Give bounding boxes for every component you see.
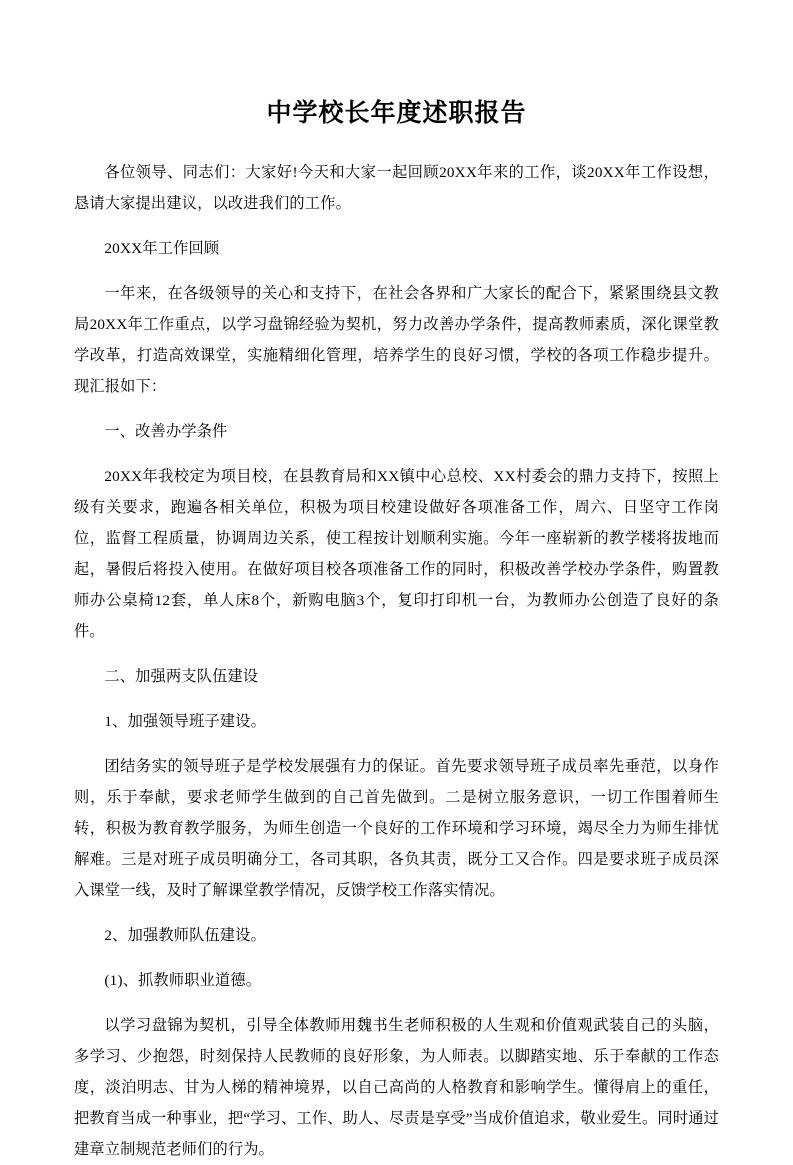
paragraph-5: 20XX年我校定为项目校，在县教育局和XX镇中心总校、XX村委会的鼎力支持下，按照上级有关要求，跑遍各相关单位，积极为项目校建设做好各项准备工作，周六、日坚守工作岗位，监督工程质量，协调周边关系，使工程按计划顺利实施。今年一座崭新的教学楼将拔地而起，暑假后将投入使用。在做好项目校各项准备工作的同时，积极改善学校办学条件，购置教师办公桌椅12套，单人床8个，新购电脑3个，复印打印机一台，为教师办公创造了良好的条件。 [74,468,719,640]
paragraph-1: 各位领导、同志们：大家好!今天和大家一起回顾20XX年来的工作，谈20XX年工作设想，恳请大家提出建议，以改进我们的工作。 [74,164,719,212]
paragraph-3: 一年来，在各级领导的关心和支持下，在社会各界和广大家长的配合下，紧紧围绕县文教局20XX年工作重点，以学习盘锦经验为契机，努力改善办学条件，提高教师素质，深化课堂教学改革，打造高效课堂，实施精细化管理，培养学生的良好习惯，学校的各项工作稳步提升。现汇报如下： [74,285,719,395]
paragraph-9-subheading: 2、加强教师队伍建设。 [104,927,267,944]
page-title: 中学校长年度述职报告 [266,100,527,127]
paragraph-2: 20XX年工作回顾 [104,240,220,257]
paragraph-6-section-heading: 二、加强两支队伍建设 [104,668,259,685]
paragraph-7-subheading: 1、加强领导班子建设。 [104,713,267,730]
paragraph-8: 团结务实的领导班子是学校发展强有力的保证。首先要求领导班子成员率先垂范，以身作则，乐于奉献，要求老师学生做到的自己首先做到。二是树立服务意识，一切工作围着师生转，积极为教育教学服务，为师生创造一个良好的工作环境和学习环境，竭尽全力为师生排忧解难。三是对班子成员明确分工，各司其职，各负其责，既分工又合作。四是要求班子成员深入课堂一线，及时了解课堂教学情况，反馈学校工作落实情况。 [74,758,719,899]
paragraph-11: 以学习盘锦为契机，引导全体教师用魏书生老师积极的人生观和价值观武装自己的头脑，多学习、少抱怨，时刻保持人民教师的良好形象，为人师表。以脚踏实地、乐于奉献的工作态度，淡泊明志、甘为人梯的精神境界，以自己高尚的人格教育和影响学生。懂得肩上的重任，把教育当成一种事业，把“学习、工作、助人、尽责是享受”当成价值追求，敬业爱生。同时通过建章立制规范老师们的行为。 [74,1017,719,1158]
paragraph-4-section-heading: 一、改善办学条件 [104,423,228,440]
paragraph-10-subheading: (1)、抓教师职业道德。 [104,972,262,989]
